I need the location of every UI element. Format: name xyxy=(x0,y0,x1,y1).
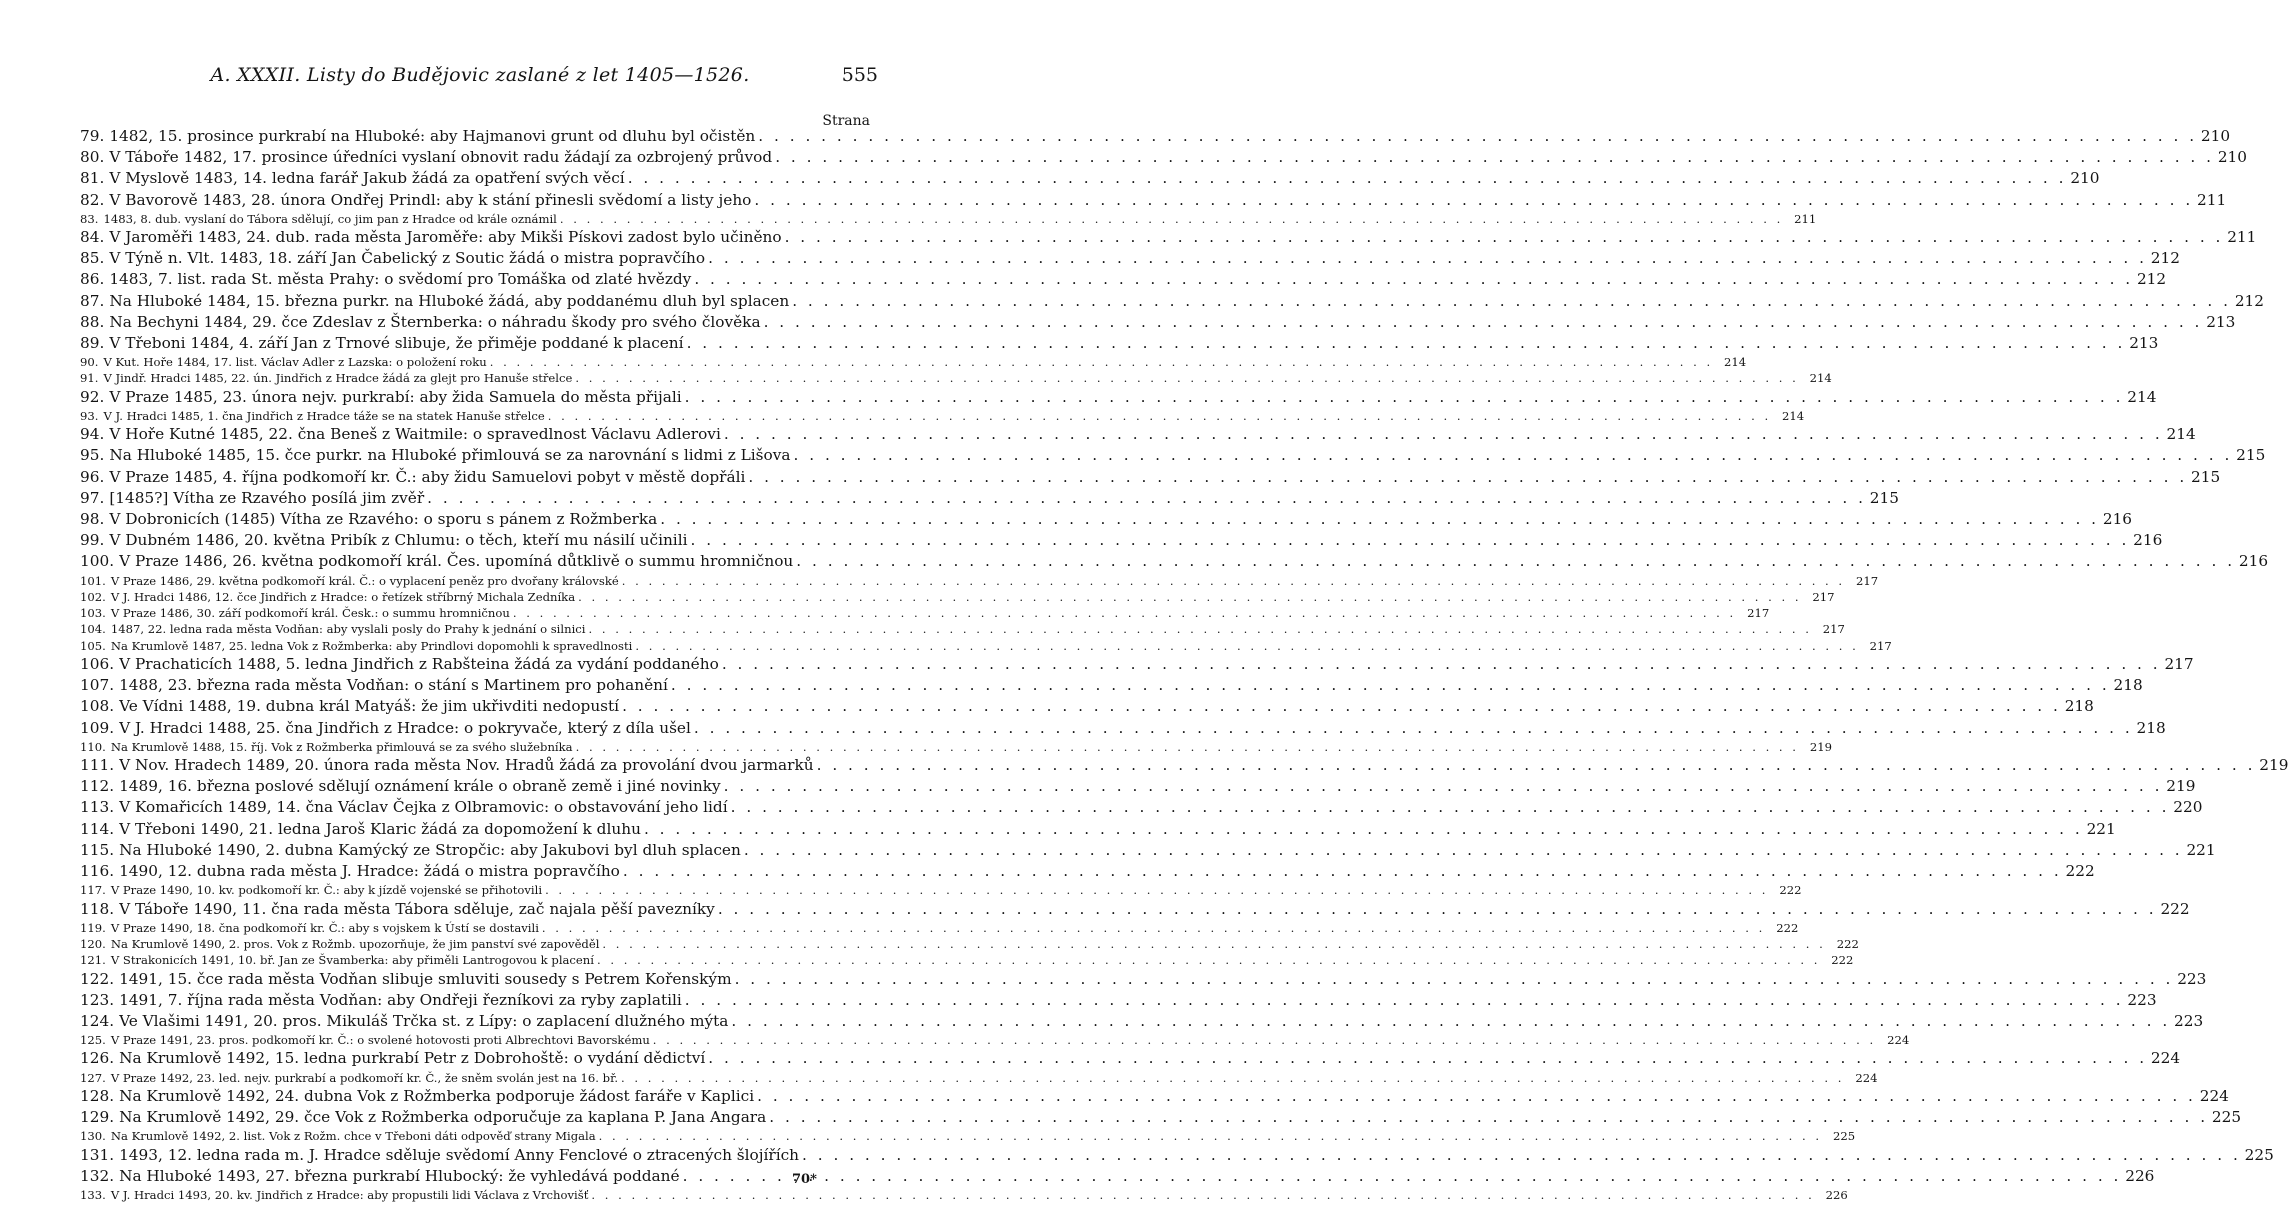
entry-number: 104. xyxy=(80,622,106,637)
entry-number: 85. xyxy=(80,249,105,268)
entry-number: 86. xyxy=(80,270,105,289)
index-entry xyxy=(80,445,2266,466)
index-entry xyxy=(80,696,2094,717)
index-entry xyxy=(80,530,2163,551)
entry-description: V Praze 1485, 4. října podkomoří kr. Č.: aby židu Samuelovi pobyt v městě dopřáli xyxy=(109,467,746,486)
entry-description: [1485?] Vítha ze Rzavého posílá jim zvěř xyxy=(109,488,425,507)
entry-description: Na Krumlově 1492, 2. list. Vok z Rožm. chce v Třeboni dáti odpověď strany Migala xyxy=(110,1129,596,1144)
entry-page: 215 xyxy=(2190,467,2221,486)
entry-description: 1491, 7. října rada města Vodňan: aby Ondřeji řezníkovi za ryby zaplatili xyxy=(119,990,682,1009)
index-entry xyxy=(80,354,1747,370)
entry-page: 216 xyxy=(2133,531,2163,550)
entry-description: Na Hluboké 1485, 15. čce purkr. na Hluboké přimlouvá se za narovnání s lidmi z Lišova xyxy=(109,446,791,465)
entry-description: Na Krumlově 1490, 2. pros. Vok z Rožmb. upozorňuje, že jim panství své zapověděl xyxy=(110,937,600,951)
entry-number: 80. xyxy=(80,148,105,167)
dot-leader xyxy=(735,969,2174,990)
dot-leader xyxy=(817,755,2256,776)
entry-description: V Praze 1485, 23. února nejv. purkrabí: aby žida Samuela do města přijali xyxy=(109,387,682,406)
entry-page: 213 xyxy=(2129,333,2159,352)
index-entry xyxy=(80,1048,2181,1069)
entry-page: 222 xyxy=(1779,883,1802,898)
entry-page: 223 xyxy=(2174,1011,2204,1030)
index-entry xyxy=(80,776,2196,797)
entry-description: Ve Vlašimi 1491, 20. pros. Mikuláš Trčka st. z Lípy: o zaplacení dlužného mýta xyxy=(119,1011,729,1030)
dot-leader xyxy=(708,1048,2147,1069)
entry-page: 212 xyxy=(2234,291,2265,310)
entry-page: 219 xyxy=(1809,739,1832,754)
index-entry xyxy=(80,312,2236,333)
entry-page: 213 xyxy=(2206,312,2236,331)
entry-page: 214 xyxy=(1724,355,1747,370)
entry-page: 224 xyxy=(1887,1033,1910,1048)
entry-page: 220 xyxy=(2173,798,2203,817)
entry-number: 130. xyxy=(80,1129,106,1144)
entry-page: 221 xyxy=(2186,840,2216,859)
index-entry xyxy=(80,861,2095,882)
entry-description: V Třeboni 1490, 21. ledna Jaroš Klaric žádá za dopomožení k dluhu xyxy=(119,819,641,838)
dot-leader xyxy=(621,1070,1844,1086)
index-entry xyxy=(80,675,2143,696)
entry-number: 116. xyxy=(80,862,115,881)
entry-number: 117. xyxy=(80,883,106,898)
index-entry xyxy=(80,1070,1878,1086)
entry-page: 224 xyxy=(2199,1086,2229,1105)
entry-number: 97. xyxy=(80,488,105,507)
entry-description: V Jindř. Hradci 1485, 22. ún. Jindřich z Hradce žádá za glejt pro Hanuše střelce xyxy=(103,371,573,386)
entry-page: 211 xyxy=(2197,190,2227,209)
index-entry xyxy=(80,638,1892,654)
entry-description: V Praze 1490, 10. kv. podkomoří kr. Č.: aby k jízdě vojenské se přihotovili xyxy=(110,883,543,898)
entry-page: 217 xyxy=(2164,655,2194,674)
entry-description: V Dobronicích (1485) Vítha ze Rzavého: o sporu s pánem z Rožmberka xyxy=(109,510,658,528)
entry-description: V Bavorově 1483, 28. února Ondřej Prindl: aby k stání přinesli svědomí a listy jeho xyxy=(109,190,752,209)
entry-description: V J. Hradci 1488, 25. čna Jindřich z Hradce: o pokryvače, který z díla ušel xyxy=(119,718,691,737)
entry-description: Ve Vídni 1488, 19. dubna král Matyáš: že jim ukřivditi nedopustí xyxy=(119,697,620,716)
entry-description: V J. Hradci 1486, 12. čce Jindřich z Hradce: o řetízek stříbrný Michala Zedníka xyxy=(110,589,576,604)
index-entry xyxy=(80,227,2257,248)
entry-page: 221 xyxy=(2086,819,2116,838)
dot-leader xyxy=(785,227,2224,248)
entry-description: V J. Hradci 1493, 20. kv. Jindřich z Hradce: aby propustili lidi Václava z Vrchovišť xyxy=(110,1187,589,1202)
entry-page: 218 xyxy=(2136,718,2166,737)
dot-leader xyxy=(575,370,1798,386)
index-entry xyxy=(80,882,1802,898)
entry-description: 1482, 15. prosince purkrabí na Hluboké: aby Hajmanovi grunt od dluhu byl očistěn xyxy=(109,127,756,145)
dot-leader xyxy=(653,1032,1876,1048)
entry-description: V Praze 1486, 29. května podkomoří král. Č.: o vyplacení peněz pro dvořany královské xyxy=(110,573,619,588)
entry-number: 82. xyxy=(80,190,105,209)
dot-leader xyxy=(748,467,2187,488)
entry-page: 215 xyxy=(1869,488,1899,507)
entry-page: 226 xyxy=(2125,1166,2155,1185)
index-entry xyxy=(80,408,1805,424)
index-entry xyxy=(80,1145,2274,1166)
entry-page: 223 xyxy=(2177,969,2207,988)
entry-description: Na Hluboké 1484, 15. března purkr. na Hluboké žádá, aby poddanému dluh byl splacen xyxy=(109,291,790,310)
entry-number: 112. xyxy=(80,777,115,796)
index-entry xyxy=(80,573,1879,589)
dot-leader xyxy=(548,408,1771,424)
dot-leader xyxy=(623,861,2062,882)
entry-description: V Táboře 1490, 11. čna rada města Tábora sděluje, zač najala pěší pavezníky xyxy=(119,899,715,918)
entry-number: 89. xyxy=(80,333,105,352)
entry-description: 1489, 16. března poslové sdělují oznámení krále o obraně země i jiné novinky xyxy=(119,777,721,796)
entry-description: V Komařicích 1489, 14. čna Václav Čejka z Olbramovic: o obstavování jeho lidí xyxy=(119,798,728,817)
entry-description: V Praze 1491, 23. pros. podkomoří kr. Č.: o svolené hotovosti proti Albrechtovi Bavorskému xyxy=(110,1033,650,1048)
index-entry xyxy=(80,840,2216,861)
dot-leader xyxy=(731,797,2170,818)
dot-leader xyxy=(792,291,2231,312)
entry-description: 1487, 22. ledna rada města Vodňan: aby vyslali posly do Prahy k jednání o silnici xyxy=(110,622,586,637)
entry-description: 1493, 12. ledna rada m. J. Hradce sděluje svědomí Anny Fenclové o ztracených šlojířích xyxy=(119,1145,800,1164)
entry-number: 127. xyxy=(80,1070,106,1085)
index-entry xyxy=(80,1166,2155,1187)
dot-leader xyxy=(635,638,1858,654)
entry-number: 94. xyxy=(80,425,105,444)
dot-leader xyxy=(757,1086,2196,1107)
entry-page: 219 xyxy=(2166,777,2196,796)
index-entry xyxy=(80,969,2207,990)
index-entry xyxy=(80,509,2133,530)
entry-description: V Táboře 1482, 17. prosince úředníci vyslaní obnovit radu žádají za ozbrojený průvod xyxy=(109,148,773,167)
dot-leader xyxy=(542,920,1765,936)
index-entry xyxy=(80,819,2116,840)
entry-number: 110. xyxy=(80,739,106,754)
entry-description: V Hoře Kutné 1485, 22. čna Beneš z Waitmile: o spravedlnost Václavu Adlerovi xyxy=(109,425,721,444)
index-entry xyxy=(80,147,2248,168)
entry-number: 123. xyxy=(80,990,115,1009)
dot-leader xyxy=(794,445,2233,466)
index-entry xyxy=(80,952,1854,968)
entry-number: 88. xyxy=(80,312,105,331)
dot-leader xyxy=(683,1166,2122,1187)
dot-leader xyxy=(644,819,2083,840)
index-entry xyxy=(80,467,2221,488)
dot-leader xyxy=(660,509,2099,530)
entry-description: V Strakonicích 1491, 10. bř. Jan ze Švamberka: aby přiměli Lantrogovou k placení xyxy=(110,953,594,968)
signature-mark: 70* xyxy=(792,1172,817,1187)
entry-page: 211 xyxy=(1794,211,1817,226)
dot-leader xyxy=(685,387,2124,408)
dot-leader xyxy=(560,211,1783,227)
index-entry xyxy=(80,370,1832,386)
dot-leader xyxy=(687,333,2126,354)
entry-description: Na Krumlově 1488, 15. říj. Vok z Rožmberka přimlouvá se za svého služebníka xyxy=(110,739,573,754)
entry-description: V Třeboni 1484, 4. září Jan z Trnové slibuje, že přiměje poddané k placení xyxy=(109,333,684,352)
entry-number: 105. xyxy=(80,638,106,653)
entry-page: 212 xyxy=(2136,270,2167,289)
entry-number: 119. xyxy=(80,920,106,935)
dot-leader xyxy=(744,840,2183,861)
page-column-label: Strana xyxy=(822,113,870,129)
index-entry xyxy=(80,1086,2229,1107)
entry-page: 225 xyxy=(2244,1145,2274,1164)
entry-page: 217 xyxy=(1812,589,1835,604)
entry-page: 210 xyxy=(2070,169,2100,188)
entry-number: 118. xyxy=(80,899,115,918)
index-entry xyxy=(80,621,1845,637)
dot-leader xyxy=(724,424,2163,445)
index-entry xyxy=(80,936,1859,952)
entry-number: 120. xyxy=(80,937,106,951)
entry-number: 114. xyxy=(80,819,115,838)
entry-page: 215 xyxy=(2236,446,2266,465)
dot-leader xyxy=(545,882,1768,898)
entry-number: 131. xyxy=(80,1145,115,1164)
entry-page: 223 xyxy=(2127,990,2157,1009)
entry-number: 92. xyxy=(80,387,105,406)
index-entry xyxy=(80,899,2190,920)
entry-number: 84. xyxy=(80,228,105,247)
dot-leader xyxy=(622,696,2061,717)
entry-number: 115. xyxy=(80,840,115,859)
index-entry xyxy=(80,248,2180,269)
entry-number: 91. xyxy=(80,371,99,386)
entry-page: 211 xyxy=(2227,228,2257,247)
entry-description: V Dubném 1486, 20. května Pribík z Chlumu: o těch, kteří mu násilí učinili xyxy=(109,531,688,550)
dot-leader xyxy=(722,654,2161,675)
dot-leader xyxy=(576,739,1799,755)
entry-description: Na Krumlově 1492, 29. čce Vok z Rožmberka odporučuje za kaplana P. Jana Angara xyxy=(119,1108,767,1127)
entry-description: Na Hluboké 1493, 27. března purkrabí Hlubocký: že vyhledává poddané xyxy=(119,1166,680,1185)
index-entry xyxy=(80,333,2159,354)
page-header xyxy=(0,64,960,92)
entry-number: 111. xyxy=(80,756,115,775)
entry-page: 210 xyxy=(2200,127,2231,145)
dot-leader xyxy=(685,990,2124,1011)
entry-description: V Praze 1492, 23. led. nejv. purkrabí a podkomoří kr. Č., že sněm svolán jest na 16. bř. xyxy=(110,1070,619,1085)
index-entry xyxy=(80,424,2196,445)
entry-description: V Praze 1490, 18. čna podkomoří kr. Č.: aby s vojskem k Ústí se dostavili xyxy=(110,920,539,935)
entry-number: 128. xyxy=(80,1086,115,1105)
entry-number: 101. xyxy=(80,573,106,588)
entry-page: 214 xyxy=(1809,371,1832,386)
index-entry xyxy=(80,211,1817,227)
entry-number: 99. xyxy=(80,531,105,550)
dot-leader xyxy=(796,551,2235,572)
index-entry xyxy=(80,269,2167,290)
entry-description: 1483, 7. list. rada St. města Prahy: o svědomí pro Tomáška od zlaté hvězdy xyxy=(109,270,692,289)
entry-page: 214 xyxy=(1782,408,1805,423)
dot-leader xyxy=(490,354,1713,370)
entry-number: 93. xyxy=(80,408,99,423)
entry-number: 129. xyxy=(80,1108,115,1127)
entry-page: 225 xyxy=(1832,1129,1856,1144)
index-entry xyxy=(80,718,2166,739)
entry-number: 122. xyxy=(80,969,115,988)
entry-number: 121. xyxy=(80,953,106,968)
dot-leader xyxy=(694,269,2133,290)
entry-description: V Prachaticích 1488, 5. ledna Jindřich z Rabšteina žádá za vydání poddaného xyxy=(119,655,719,674)
entry-number: 126. xyxy=(80,1049,115,1068)
dot-leader xyxy=(754,190,2193,211)
entry-page: 222 xyxy=(1776,920,1799,935)
entry-page: 224 xyxy=(2150,1049,2181,1068)
entry-number: 95. xyxy=(80,446,105,465)
entry-number: 79. xyxy=(80,127,105,145)
entry-description: 1490, 12. dubna rada města J. Hradce: žádá o mistra popravčího xyxy=(119,862,620,881)
dot-leader xyxy=(758,126,2197,147)
entry-page: 217 xyxy=(1747,606,1770,621)
entry-page: 222 xyxy=(1836,937,1859,951)
index-entry xyxy=(80,797,2203,818)
index-entry xyxy=(80,990,2157,1011)
entry-page: 224 xyxy=(1855,1070,1878,1085)
dot-leader xyxy=(775,147,2214,168)
index-entry xyxy=(80,190,2227,211)
entry-page: 216 xyxy=(2238,552,2269,571)
entry-number: 109. xyxy=(80,718,115,737)
running-title: A. XXXII. Listy do Budějovic zaslané z let 1405—1526. xyxy=(210,64,750,86)
dot-leader xyxy=(628,168,2067,189)
entry-description: V J. Hradci 1485, 1. čna Jindřich z Hradce táže se na statek Hanuše střelce xyxy=(103,408,545,423)
entry-number: 100. xyxy=(80,552,115,571)
entry-page: 212 xyxy=(2150,249,2180,268)
index-entry xyxy=(80,654,2194,675)
entry-page: 217 xyxy=(1869,638,1892,653)
entry-number: 98. xyxy=(80,510,105,528)
entry-page: 214 xyxy=(2127,387,2157,406)
dot-leader xyxy=(769,1107,2208,1128)
entry-page: 222 xyxy=(2065,862,2095,881)
entry-page: 216 xyxy=(2102,510,2133,528)
entry-description: V Kut. Hoře 1484, 17. list. Václav Adler z Lazska: o položení roku xyxy=(103,355,487,370)
index-entry xyxy=(80,605,1770,621)
entry-description: 1488, 23. března rada města Vodňan: o stání s Martinem pro pohanění xyxy=(119,676,668,695)
entry-page: 217 xyxy=(1855,573,1879,588)
dot-leader xyxy=(588,621,1811,637)
entry-page: 225 xyxy=(2211,1108,2242,1127)
entry-number: 90. xyxy=(80,355,99,370)
entry-description: V Jaroměři 1483, 24. dub. rada města Jaroměře: aby Mikši Pískovi zadost bylo učiněno xyxy=(109,228,782,247)
entry-number: 102. xyxy=(80,589,106,604)
index-entry xyxy=(80,589,1835,605)
dot-leader xyxy=(591,1187,1814,1203)
dot-leader xyxy=(427,488,1866,509)
index-entry xyxy=(80,551,2269,572)
entry-number: 103. xyxy=(80,606,106,621)
entry-description: V Týně n. Vlt. 1483, 18. září Jan Čabelický z Soutic žádá o mistra popravčího xyxy=(109,249,706,268)
entry-description: Na Krumlově 1492, 15. ledna purkrabí Petr z Dobrohoště: o vydání dědictví xyxy=(119,1049,706,1068)
entry-number: 87. xyxy=(80,291,105,310)
index-entry xyxy=(80,387,2157,408)
dot-leader xyxy=(731,1011,2170,1032)
entry-number: 106. xyxy=(80,655,115,674)
dot-leader xyxy=(671,675,2110,696)
entry-description: V Praze 1486, 26. května podkomoří král. Čes. upomíná důtklivě o summu hromničnou xyxy=(119,552,794,571)
entry-description: Na Krumlově 1492, 24. dubna Vok z Rožmberka podporuje žádost faráře v Kaplici xyxy=(119,1086,755,1105)
index-entry xyxy=(80,755,2288,776)
index-entry xyxy=(80,168,2100,189)
entry-page: 217 xyxy=(1822,622,1845,637)
entry-description: 1483, 8. dub. vyslaní do Tábora sdělují, co jim pan z Hradce od krále oznámil xyxy=(103,211,557,226)
index-entry xyxy=(80,1107,2242,1128)
index-entry xyxy=(80,739,1832,755)
entry-description: V Myslově 1483, 14. ledna farář Jakub žádá za opatření svých věcí xyxy=(109,169,625,188)
entry-page: 210 xyxy=(2217,148,2248,167)
index-entry xyxy=(80,291,2265,312)
dot-leader xyxy=(513,605,1736,621)
dot-leader xyxy=(597,952,1820,968)
index-entry xyxy=(80,920,1799,936)
entry-page: 222 xyxy=(2160,899,2190,918)
dot-leader xyxy=(718,899,2157,920)
entry-number: 124. xyxy=(80,1011,115,1030)
entry-number: 108. xyxy=(80,697,115,716)
entry-page: 218 xyxy=(2064,697,2094,716)
entry-description: 1491, 15. čce rada města Vodňan slibuje smluviti sousedy s Petrem Kořenským xyxy=(119,969,732,988)
dot-leader xyxy=(599,1128,1822,1144)
entry-page: 214 xyxy=(2166,425,2196,444)
entry-number: 125. xyxy=(80,1033,106,1048)
index-entry xyxy=(80,1187,1848,1203)
index-entry xyxy=(80,1011,2204,1032)
entry-number: 132. xyxy=(80,1166,115,1185)
dot-leader xyxy=(602,936,1825,952)
entry-page: 219 xyxy=(2259,756,2288,775)
index-entry xyxy=(80,126,2231,147)
entry-page: 222 xyxy=(1831,953,1854,968)
dot-leader xyxy=(691,530,2130,551)
dot-leader xyxy=(764,312,2203,333)
entry-description: Na Bechyni 1484, 29. čce Zdeslav z Šternberka: o náhradu škody pro svého člověka xyxy=(109,312,761,331)
entry-description: Na Hluboké 1490, 2. dubna Kamýcký ze Stropčic: aby Jakubovi byl dluh splacen xyxy=(119,840,741,859)
dot-leader xyxy=(802,1145,2241,1166)
page-number: 555 xyxy=(841,64,878,86)
index-entry-list xyxy=(80,126,2288,1203)
entry-page: 218 xyxy=(2113,676,2143,695)
index-entry xyxy=(80,1128,1856,1144)
entry-number: 133. xyxy=(80,1187,106,1202)
entry-number: 83. xyxy=(80,211,99,226)
dot-leader xyxy=(694,718,2133,739)
entry-number: 107. xyxy=(80,676,115,695)
entry-page: 226 xyxy=(1825,1187,1848,1202)
entry-description: V Praze 1486, 30. září podkomoří král. Česk.: o summu hromničnou xyxy=(110,606,510,621)
entry-number: 81. xyxy=(80,169,105,188)
dot-leader xyxy=(724,776,2163,797)
entry-description: Na Krumlově 1487, 25. ledna Vok z Rožmberka: aby Prindlovi dopomohli k spravedlnosti xyxy=(110,638,633,653)
dot-leader xyxy=(708,248,2147,269)
index-entry xyxy=(80,1032,1910,1048)
index-entry xyxy=(80,488,1899,509)
entry-number: 113. xyxy=(80,798,115,817)
entry-description: V Nov. Hradech 1489, 20. února rada města Nov. Hradů žádá za provolání dvou jarmarků xyxy=(119,756,814,775)
dot-leader xyxy=(578,589,1801,605)
dot-leader xyxy=(622,573,1845,589)
entry-number: 96. xyxy=(80,467,105,486)
